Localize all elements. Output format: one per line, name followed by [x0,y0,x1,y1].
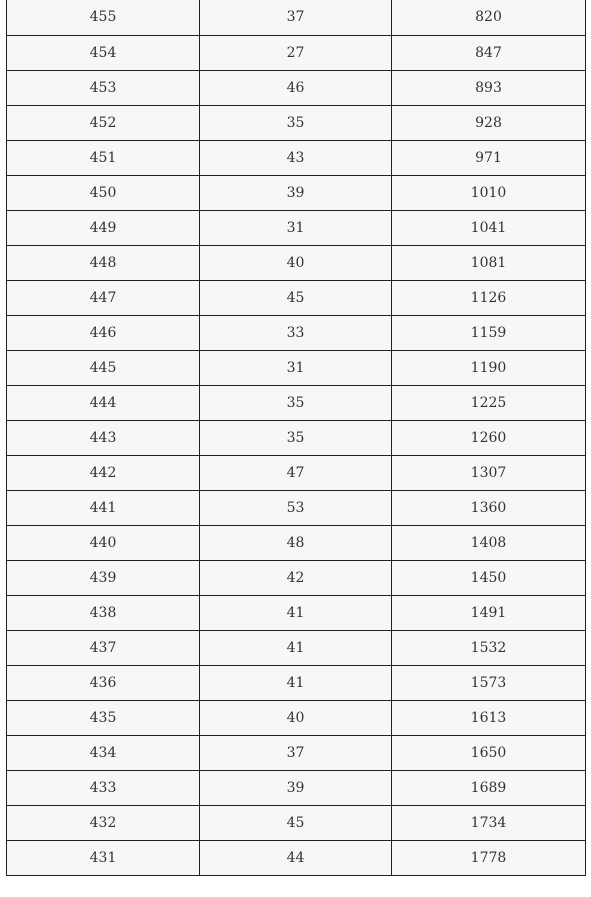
cumulative-cell: 1260 [392,420,586,455]
count-cell: 33 [200,315,392,350]
score-cell: 433 [7,770,200,805]
table-container [6,0,585,876]
score-cell: 442 [7,455,200,490]
table-row [7,70,586,105]
table-row [7,455,586,490]
score-cell: 443 [7,420,200,455]
table-row [7,350,586,385]
table-row [7,315,586,350]
count-cell: 42 [200,560,392,595]
score-cell: 452 [7,105,200,140]
cumulative-cell: 1689 [392,770,586,805]
table-row [7,140,586,175]
score-cell: 445 [7,350,200,385]
count-cell: 35 [200,385,392,420]
count-cell: 39 [200,175,392,210]
count-cell: 46 [200,70,392,105]
score-cell: 439 [7,560,200,595]
cumulative-cell: 971 [392,140,586,175]
table-row [7,280,586,315]
score-cell: 435 [7,700,200,735]
score-cell: 455 [7,0,200,35]
score-cell: 444 [7,385,200,420]
count-cell: 27 [200,35,392,70]
count-cell: 39 [200,770,392,805]
count-cell: 31 [200,210,392,245]
cumulative-cell: 1450 [392,560,586,595]
count-cell: 41 [200,665,392,700]
score-cell: 431 [7,840,200,875]
table-row [7,595,586,630]
table-row [7,175,586,210]
score-cell: 432 [7,805,200,840]
cumulative-cell: 1408 [392,525,586,560]
cumulative-cell: 1778 [392,840,586,875]
count-cell: 44 [200,840,392,875]
count-cell: 37 [200,0,392,35]
cumulative-cell: 847 [392,35,586,70]
score-cell: 447 [7,280,200,315]
count-cell: 45 [200,805,392,840]
table-row [7,840,586,875]
cumulative-cell: 1360 [392,490,586,525]
table-row [7,525,586,560]
cumulative-cell: 1307 [392,455,586,490]
table-row [7,0,586,35]
count-cell: 53 [200,490,392,525]
cumulative-cell: 1734 [392,805,586,840]
score-cell: 450 [7,175,200,210]
cumulative-cell: 893 [392,70,586,105]
cumulative-cell: 1573 [392,665,586,700]
count-cell: 35 [200,105,392,140]
score-cell: 437 [7,630,200,665]
table-row [7,665,586,700]
count-cell: 47 [200,455,392,490]
count-cell: 35 [200,420,392,455]
table-body [7,0,586,875]
table-row [7,770,586,805]
table-row [7,490,586,525]
score-cell: 449 [7,210,200,245]
cumulative-cell: 1041 [392,210,586,245]
score-cell: 454 [7,35,200,70]
count-cell: 31 [200,350,392,385]
score-cell: 436 [7,665,200,700]
count-cell: 41 [200,595,392,630]
table-row [7,700,586,735]
count-cell: 48 [200,525,392,560]
table-row [7,735,586,770]
table-row [7,385,586,420]
table-row [7,630,586,665]
cumulative-cell: 1225 [392,385,586,420]
table-row [7,245,586,280]
cumulative-cell: 1010 [392,175,586,210]
score-cell: 451 [7,140,200,175]
cumulative-cell: 1532 [392,630,586,665]
count-cell: 40 [200,245,392,280]
score-cell: 434 [7,735,200,770]
cumulative-cell: 1491 [392,595,586,630]
cumulative-cell: 1613 [392,700,586,735]
score-cell: 448 [7,245,200,280]
score-table [6,0,586,876]
count-cell: 43 [200,140,392,175]
table-row [7,560,586,595]
cumulative-cell: 820 [392,0,586,35]
cumulative-cell: 1650 [392,735,586,770]
count-cell: 40 [200,700,392,735]
score-cell: 453 [7,70,200,105]
cumulative-cell: 1190 [392,350,586,385]
cumulative-cell: 928 [392,105,586,140]
score-cell: 440 [7,525,200,560]
count-cell: 45 [200,280,392,315]
table-row [7,805,586,840]
count-cell: 41 [200,630,392,665]
table-row [7,35,586,70]
cumulative-cell: 1081 [392,245,586,280]
table-row [7,210,586,245]
cumulative-cell: 1159 [392,315,586,350]
count-cell: 37 [200,735,392,770]
cumulative-cell: 1126 [392,280,586,315]
score-cell: 446 [7,315,200,350]
table-row [7,105,586,140]
table-row [7,420,586,455]
score-cell: 438 [7,595,200,630]
score-cell: 441 [7,490,200,525]
